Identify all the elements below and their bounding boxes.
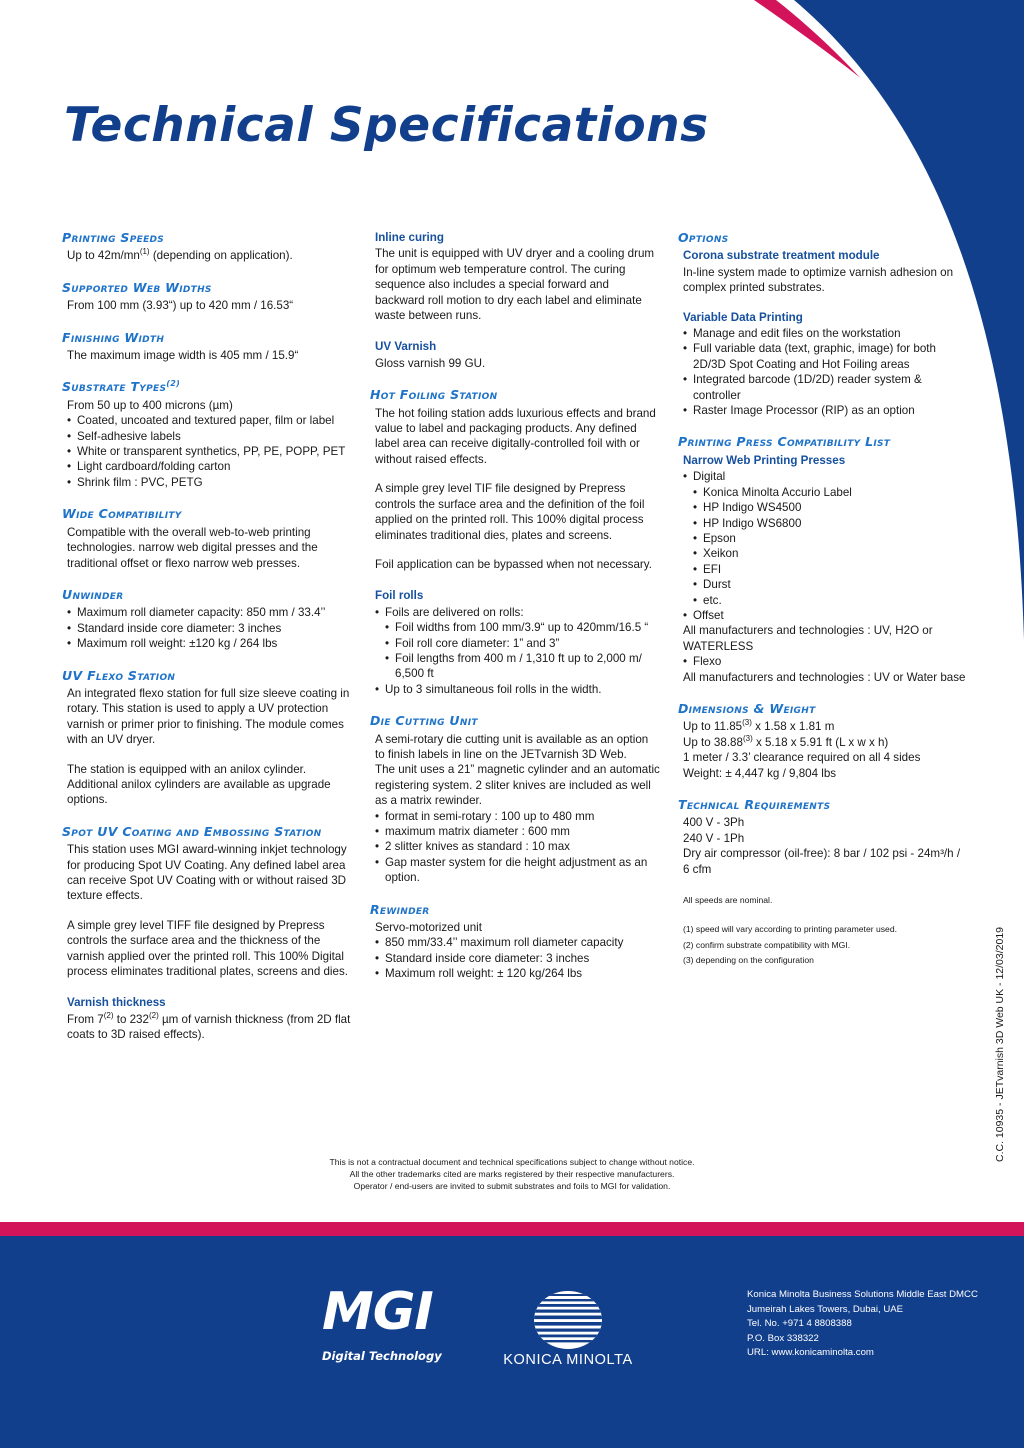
- page-title: Technical Specifications: [64, 98, 709, 153]
- dimensions-line-1: Up to 11.85$^{(3)}$ x 1.58 x 1.81 m: [683, 718, 835, 734]
- list-item: • Foil lengths from 400 m / 1,310 ft up to 2,000 m/ 6,500 ft: [385, 651, 660, 682]
- footnote: (1) speed will vary according to printing parameter used.: [683, 924, 897, 935]
- list-item: • Full variable data (text, graphic, image) for both 2D/3D Spot Coating and Hot Foiling areas: [683, 341, 968, 372]
- address-line: P.O. Box 338322: [747, 1332, 819, 1344]
- list-item: • Flexo: [683, 654, 968, 669]
- varnish-thickness-text: From 7$^{(2)}$ to 232$^{(2)}$ µm of varnish thickness (from 2D flat coats to 3D raised effects).: [67, 1010, 351, 1042]
- hot-foiling-heading: Hot Foiling Station: [370, 387, 498, 403]
- dimensions-line-2: Up to 38.88$^{(3)}$ x 5.18 x 5.91 ft (L x w x h): [683, 733, 889, 749]
- list-item: • Konica Minolta Accurio Label: [693, 485, 968, 500]
- list-item: • Self-adhesive labels: [67, 429, 352, 444]
- uv-varnish-heading: UV Varnish: [375, 340, 437, 354]
- accent-bar: [0, 1222, 1024, 1236]
- list-item: • format in semi-rotary : 100 up to 480 mm: [375, 809, 660, 824]
- compat-list: [678, 469, 968, 484]
- list-item: • Shrink film : PVC, PETG: [67, 475, 352, 490]
- document-reference: C.C. 10935 - JETvarnish 3D Web UK - 12/03/2019: [994, 926, 1006, 1162]
- compat-section: [678, 434, 968, 685]
- list-item: • etc.: [693, 593, 968, 608]
- list-item: • Light cardboard/folding carton: [67, 459, 352, 474]
- spot-uv-section: [62, 824, 352, 980]
- list-item: • Foils are delivered on rolls:: [375, 605, 660, 620]
- list-item: • HP Indigo WS4500: [693, 500, 968, 515]
- list-item: • Maximum roll weight: ± 120 kg/264 lbs: [375, 966, 660, 981]
- inline-curing-heading: Inline curing: [375, 231, 444, 244]
- list-item: • Foil roll core diameter: 1” and 3”: [385, 636, 660, 651]
- hot-foiling-p1: The hot foiling station adds luxurious effects and brand value to label and packaging products. Any defined label area can receive digitally-controlled foil with or without raised effects.: [375, 406, 656, 466]
- inline-curing-text: The unit is equipped with UV dryer and a cooling drum for optimum web temperature control. The curing sequence also includes a special forward and backward roll motion to dry each label and eliminate waste between runs.: [375, 247, 655, 323]
- dimensions-line-4: Weight: ± 4,447 kg / 9,804 lbs: [683, 766, 837, 780]
- footnote: (2) confirm substrate compatibility with MGI.: [683, 939, 851, 950]
- disclaimer-line: Operator / end-users are invited to submit substrates and foils to MGI for validation.: [353, 1181, 671, 1191]
- rewinder-list: [370, 935, 660, 981]
- die-cutting-section: [370, 713, 660, 885]
- list-item: • Foil widths from 100 mm/3.9“ up to 420mm/16.5 “: [385, 620, 660, 635]
- tech-req-line: 240 V - 1Ph: [683, 831, 745, 845]
- digital-presses-list: [678, 485, 968, 608]
- finishing-width-text: The maximum image width is 405 mm / 15.9“: [67, 349, 299, 363]
- offset-text: All manufacturers and technologies : UV, H2O or WATERLESS: [683, 624, 933, 653]
- list-item: • White or transparent synthetics, PP, PE, POPP, PET: [67, 444, 352, 459]
- list-item: • Up to 3 simultaneous foil rolls in the width.: [375, 682, 660, 697]
- die-cutting-p2: The unit uses a 21” magnetic cylinder and an automatic registering system. 2 sliter knives are included as well as a matrix rewinder.: [375, 763, 660, 808]
- footnote: (3) depending on the configuration: [683, 955, 814, 966]
- die-cutting-list: [370, 809, 660, 886]
- unwinder-list: [62, 605, 352, 651]
- list-item: • EFI: [693, 562, 968, 577]
- disclaimer-line: All the other trademarks cited are marks registered by their respective manufacturers.: [349, 1169, 675, 1179]
- dimensions-section: [678, 701, 968, 781]
- finishing-width-heading: Finishing Width: [62, 329, 165, 345]
- column-left: [62, 230, 352, 1059]
- dimensions-heading: Dimensions & Weight: [678, 700, 816, 716]
- supported-web-widths-text: From 100 mm (3.93“) up to 420 mm / 16.53“: [67, 299, 294, 313]
- compat-list-offset: [678, 608, 968, 623]
- uv-flexo-section: [62, 668, 352, 808]
- contact-address: [747, 1288, 978, 1361]
- list-item: • Xeikon: [693, 546, 968, 561]
- konica-minolta-globe-icon: [533, 1290, 603, 1350]
- address-line: URL: www.konicaminolta.com: [747, 1347, 874, 1358]
- printing-speeds-text: Up to $42m/mn^{(1)}$ (depending on application).: [67, 247, 293, 263]
- spot-uv-p1: This station uses MGI award-winning inkjet technology for producing Spot UV Coating. Any defined label area can receive Spot UV Coating with or without raised 3D texture effects.: [67, 843, 347, 903]
- finishing-width-section: [62, 330, 352, 364]
- list-item: • Epson: [693, 531, 968, 546]
- supported-web-widths-section: [62, 280, 352, 314]
- corona-text: In-line system made to optimize varnish adhesion on complex printed substrates.: [683, 265, 954, 295]
- uv-flexo-p1: An integrated flexo station for full size sleeve coating in rotary. This station is used to apply a UV protection varnish or primer prior to finishing. The module comes with an UV dryer.: [67, 686, 350, 747]
- foil-rolls-list-2: [370, 682, 660, 697]
- substrate-types-intro: From 50 up to 400 microns (µm): [67, 398, 233, 412]
- list-item: • Raster Image Processor (RIP) as an option: [683, 403, 968, 418]
- uv-varnish-section: [370, 339, 660, 371]
- printing-speeds-heading: Printing Speeds: [62, 230, 165, 245]
- uv-flexo-heading: UV Flexo Station: [62, 667, 176, 683]
- printing-speeds-section: [62, 230, 352, 264]
- uv-flexo-p2: The station is equipped with an anilox cylinder. Additional anilox cylinders are available as upgrade options.: [67, 762, 331, 807]
- narrow-web-heading: Narrow Web Printing Presses: [683, 453, 846, 467]
- die-cutting-heading: Die Cutting Unit: [370, 713, 478, 729]
- compat-list-flexo: [678, 654, 968, 669]
- varnish-thickness-heading: Varnish thickness: [67, 996, 166, 1010]
- foil-rolls-heading: Foil rolls: [375, 589, 424, 603]
- address-line: Tel. No. +971 4 8808388: [747, 1318, 852, 1329]
- options-section: [678, 230, 968, 418]
- list-item: • Manage and edit files on the workstation: [683, 326, 968, 341]
- list-item: • 2 slitter knives as standard : 10 max: [375, 839, 660, 854]
- substrate-types-heading: Substrate Types$^{(2)}$: [62, 379, 181, 395]
- dimensions-line-3: 1 meter / 3.3’ clearance required on all 4 sides: [683, 751, 921, 765]
- rewinder-intro: Servo-motorized unit: [375, 921, 482, 935]
- corona-heading: Corona substrate treatment module: [683, 249, 880, 263]
- foil-rolls-sublist: [370, 620, 660, 682]
- nominal-note: All speeds are nominal.: [683, 895, 773, 906]
- list-item: • Standard inside core diameter: 3 inches: [67, 621, 352, 636]
- unwinder-section: [62, 587, 352, 652]
- list-item: • Maximum roll weight: ±120 kg / 264 lbs: [67, 636, 352, 651]
- list-item: • Offset: [683, 608, 968, 623]
- vdp-heading: Variable Data Printing: [683, 310, 803, 324]
- wide-compatibility-text: Compatible with the overall web-to-web printing technologies. narrow web digital presses and the traditional offset or flexo narrow web presses.: [67, 525, 318, 570]
- address-line: Konica Minolta Business Solutions Middle East DMCC: [747, 1289, 978, 1300]
- unwinder-heading: Unwinder: [62, 586, 124, 602]
- konica-minolta-logo: KONICA MINOLTA: [503, 1352, 633, 1368]
- footnotes: [683, 893, 968, 969]
- uv-varnish-text: Gloss varnish 99 GU.: [375, 356, 486, 370]
- options-heading: Options: [678, 230, 729, 245]
- list-item: • Gap master system for die height adjustment as an option.: [375, 855, 660, 886]
- mgi-tagline: Digital Technology: [322, 1349, 442, 1363]
- column-right: [678, 230, 968, 969]
- foil-rolls-section: [370, 588, 660, 697]
- spot-uv-p2: A simple grey level TIFF file designed by Prepress controls the surface area and the thickness of the varnish applied over the printed roll. This 100% Digital process eliminates traditional plates, screens and dies.: [67, 918, 348, 979]
- inline-curing-section: [370, 230, 660, 323]
- substrate-types-section: [62, 379, 352, 490]
- list-item: • Maximum roll diameter capacity: 850 mm / 33.4’’: [67, 605, 352, 620]
- list-item: • HP Indigo WS6800: [693, 516, 968, 531]
- compat-heading: Printing Press Compatibility List: [678, 434, 891, 450]
- list-item: • 850 mm/33.4’’ maximum roll diameter capacity: [375, 935, 660, 950]
- disclaimer: [212, 1156, 812, 1192]
- spot-uv-heading: Spot UV Coating and Embossing Station: [62, 823, 322, 839]
- vdp-list: [678, 326, 968, 418]
- tech-req-section: [678, 797, 968, 877]
- flexo-text: All manufacturers and technologies : UV or Water base: [683, 670, 966, 684]
- tech-req-line: 400 V - 3Ph: [683, 816, 745, 830]
- list-item: • Digital: [683, 469, 968, 484]
- tech-req-line: Dry air compressor (oil-free): 8 bar / 102 psi - 24m³/h / 6 cfm: [683, 847, 961, 876]
- die-cutting-p1: A semi-rotary die cutting unit is available as an option to finish labels in line on the JETvarnish 3D Web.: [375, 732, 649, 761]
- foil-rolls-list: [370, 605, 660, 620]
- rewinder-section: [370, 902, 660, 982]
- hot-foiling-p3: Foil application can be bypassed when not necessary.: [375, 557, 652, 571]
- list-item: • Standard inside core diameter: 3 inches: [375, 951, 660, 966]
- supported-web-widths-heading: Supported Web Widths: [62, 279, 212, 295]
- rewinder-heading: Rewinder: [370, 901, 430, 917]
- varnish-thickness-section: [62, 995, 352, 1042]
- list-item: • Integrated barcode (1D/2D) reader system & controller: [683, 372, 968, 403]
- list-item: • maximum matrix diameter : 600 mm: [375, 824, 660, 839]
- list-item: • Coated, uncoated and textured paper, film or label: [67, 413, 352, 428]
- substrate-types-list: [62, 413, 352, 490]
- wide-compatibility-section: [62, 506, 352, 571]
- mgi-logo: MGI: [322, 1282, 433, 1342]
- hot-foiling-p2: A simple grey level TIF file designed by Prepress controls the surface area and the definition of the foil applied on the printed roll. This 100% digital process eliminates traditional dies, plates and screens.: [375, 482, 645, 542]
- list-item: • Durst: [693, 577, 968, 592]
- tech-req-heading: Technical Requirements: [678, 797, 831, 812]
- column-middle: [370, 230, 660, 998]
- address-line: Jumeirah Lakes Towers, Dubai, UAE: [747, 1303, 904, 1315]
- wide-compatibility-heading: Wide Compatibility: [62, 506, 182, 522]
- hot-foiling-section: [370, 387, 660, 572]
- disclaimer-line: This is not a contractual document and technical specifications subject to change without notice.: [329, 1157, 695, 1167]
